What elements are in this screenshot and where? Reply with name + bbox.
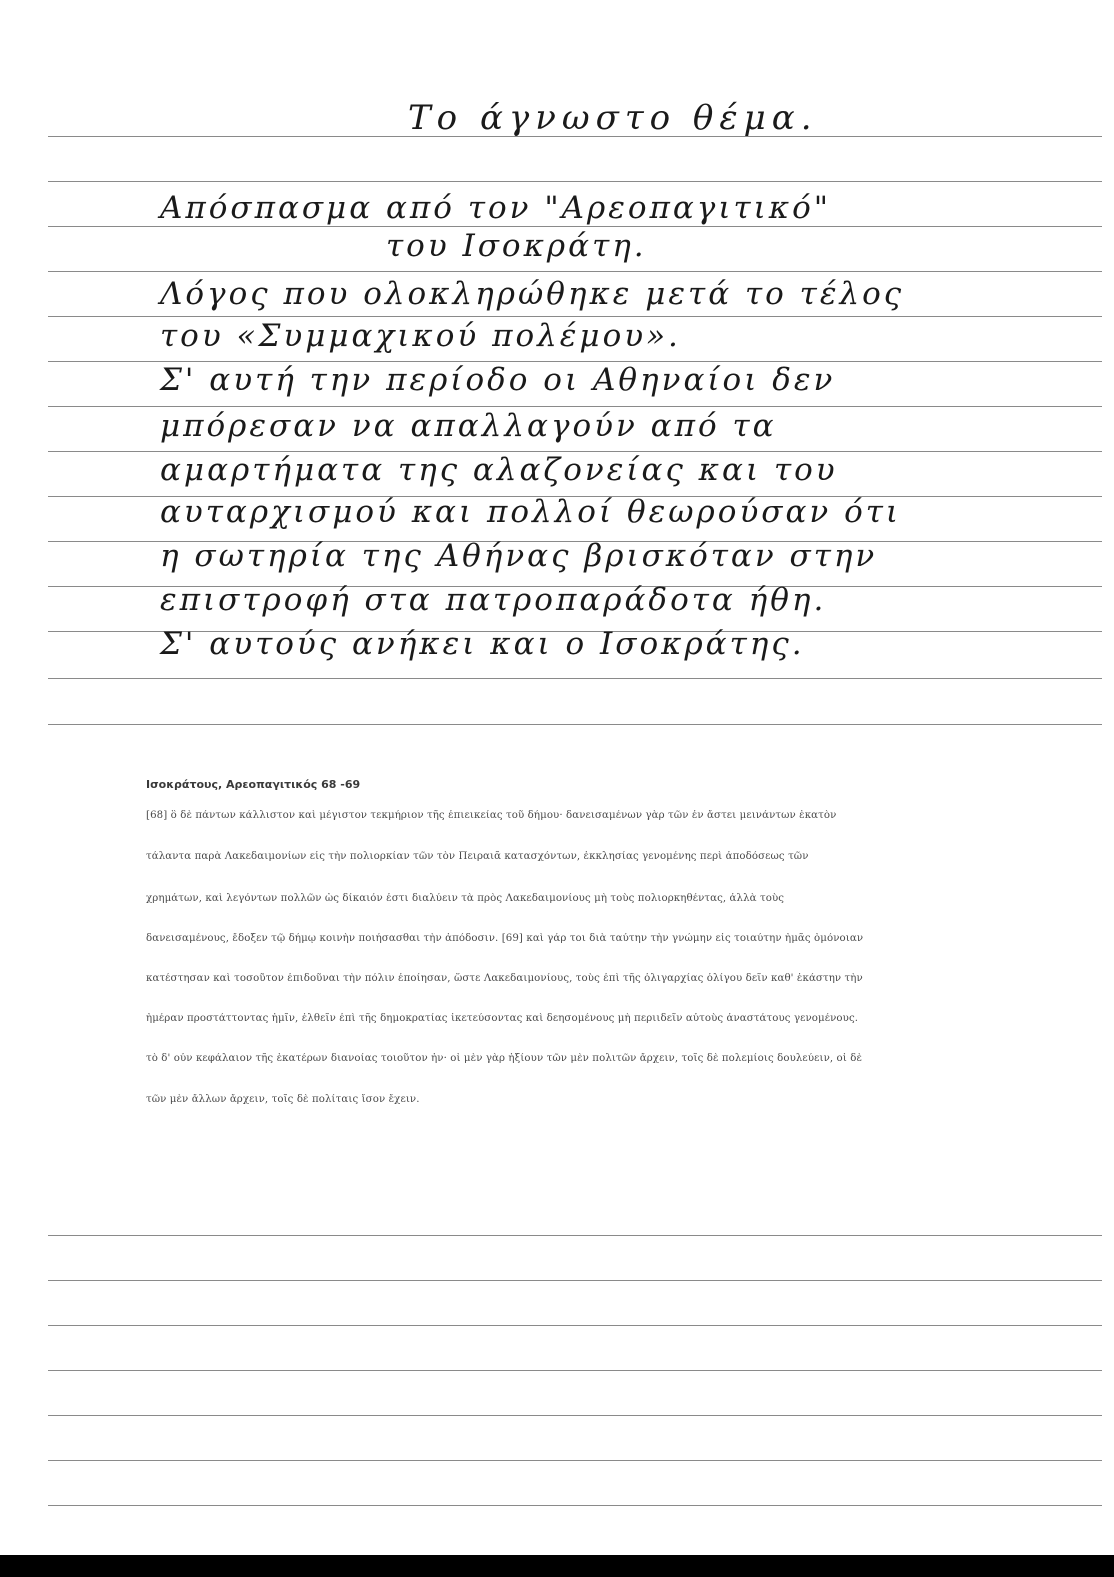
excerpt-line: κατέστησαν καὶ τοσοῦτον ἐπιδοῦναι τὴν πόλιν ἐποίησαν, ὥστε Λακεδαιμονίους, τοὺς ἐπὶ τῆς ὀλιγαρχίας ὀλίγου δεῖν καθ' ἑκάστην τὴν <box>146 973 863 984</box>
excerpt-line: τῶν μὲν ἄλλων ἄρχειν, τοῖς δὲ πολίταις ἴσον ἔχειν. <box>146 1094 420 1105</box>
handwritten-title: Το άγνωστο θέμα. <box>408 98 818 138</box>
excerpt-line: ἡμέραν προστάττοντας ἡμῖν, ἐλθεῖν ἐπὶ τῆς δημοκρατίας ἱκετεύσοντας καὶ δεησομένους μὴ περιιδεῖν αὐτοὺς ἀναστάτους γενομένους. <box>146 1013 859 1024</box>
handwritten-line: αυταρχισμού και πολλοί θεωρούσαν ότι <box>160 494 902 530</box>
ruled-line <box>48 1415 1102 1416</box>
ruled-line <box>48 1505 1102 1506</box>
ruled-line <box>48 1235 1102 1236</box>
ruled-line <box>48 678 1102 679</box>
handwritten-line: η σωτηρία της Αθήνας βρισκόταν στην <box>160 538 878 574</box>
excerpt-line: τάλαντα παρὰ Λακεδαιμονίων εἰς τὴν πολιορκίαν τῶν τὸν Πειραιᾶ κατασχόντων, ἐκκλησίας γενομένης περὶ ἀποδόσεως τῶν <box>146 851 809 862</box>
ruled-line <box>48 1325 1102 1326</box>
ruled-line <box>48 1280 1102 1281</box>
ruled-line <box>48 406 1102 407</box>
scan-bottom-edge <box>0 1555 1114 1577</box>
ruled-line <box>48 271 1102 272</box>
handwritten-line: Σ' αυτούς ανήκει και ο Ισοκράτης. <box>160 626 805 662</box>
ruled-line <box>48 181 1102 182</box>
ruled-line <box>48 316 1102 317</box>
excerpt-line: [68] ὃ δὲ πάντων κάλλιστον καὶ μέγιστον τεκμήριον τῆς ἐπιεικείας τοῦ δήμου· δανεισαμένων γὰρ τῶν ἐν ἄστει μεινάντων ἑκατὸν <box>146 810 837 821</box>
handwritten-line: Λόγος που ολοκληρώθηκε μετά το τέλος <box>160 276 905 312</box>
excerpt-line: τὸ δ' οὖν κεφάλαιον τῆς ἑκατέρων διανοίας τοιοῦτον ἦν· οἱ μὲν γὰρ ἠξίουν τῶν μὲν πολιτῶν ἄρχειν, τοῖς δὲ πολεμίοις δουλεύειν, οἱ δὲ <box>146 1053 863 1064</box>
handwritten-line: μπόρεσαν να απαλλαγούν από τα <box>160 408 777 444</box>
handwritten-line: Σ' αυτή την περίοδο οι Αθηναίοι δεν <box>160 362 836 398</box>
ruled-line <box>48 1460 1102 1461</box>
excerpt-title: Ισοκράτους, Αρεοπαγιτικός 68 -69 <box>146 778 361 791</box>
handwritten-line: επιστροφή στα πατροπαράδοτα ήθη. <box>160 582 827 618</box>
handwritten-line: Απόσπασμα από τον "Αρεοπαγιτικό" <box>160 190 832 226</box>
excerpt-line: χρημάτων, καὶ λεγόντων πολλῶν ὡς δίκαιόν ἐστι διαλύειν τὰ πρὸς Λακεδαιμονίους μὴ τοὺς πολιορκηθέντας, ἀλλὰ τοὺς <box>146 893 785 904</box>
ruled-line <box>48 226 1102 227</box>
excerpt-line: δανεισαμένους, ἔδοξεν τῷ δήμῳ κοινὴν ποιήσασθαι τὴν ἀπόδοσιν. [69] καὶ γάρ τοι διὰ ταύτην τὴν γνώμην εἰς τοιαύτην ἡμᾶς ὁμόνοιαν <box>146 933 864 944</box>
ruled-line <box>48 1370 1102 1371</box>
handwritten-line: αμαρτήματα της αλαζονείας και του <box>160 452 838 488</box>
handwritten-line: του Ισοκράτη. <box>386 228 647 264</box>
handwritten-line: του «Συμμαχικού πολέμου». <box>160 318 681 354</box>
ruled-line <box>48 724 1102 725</box>
